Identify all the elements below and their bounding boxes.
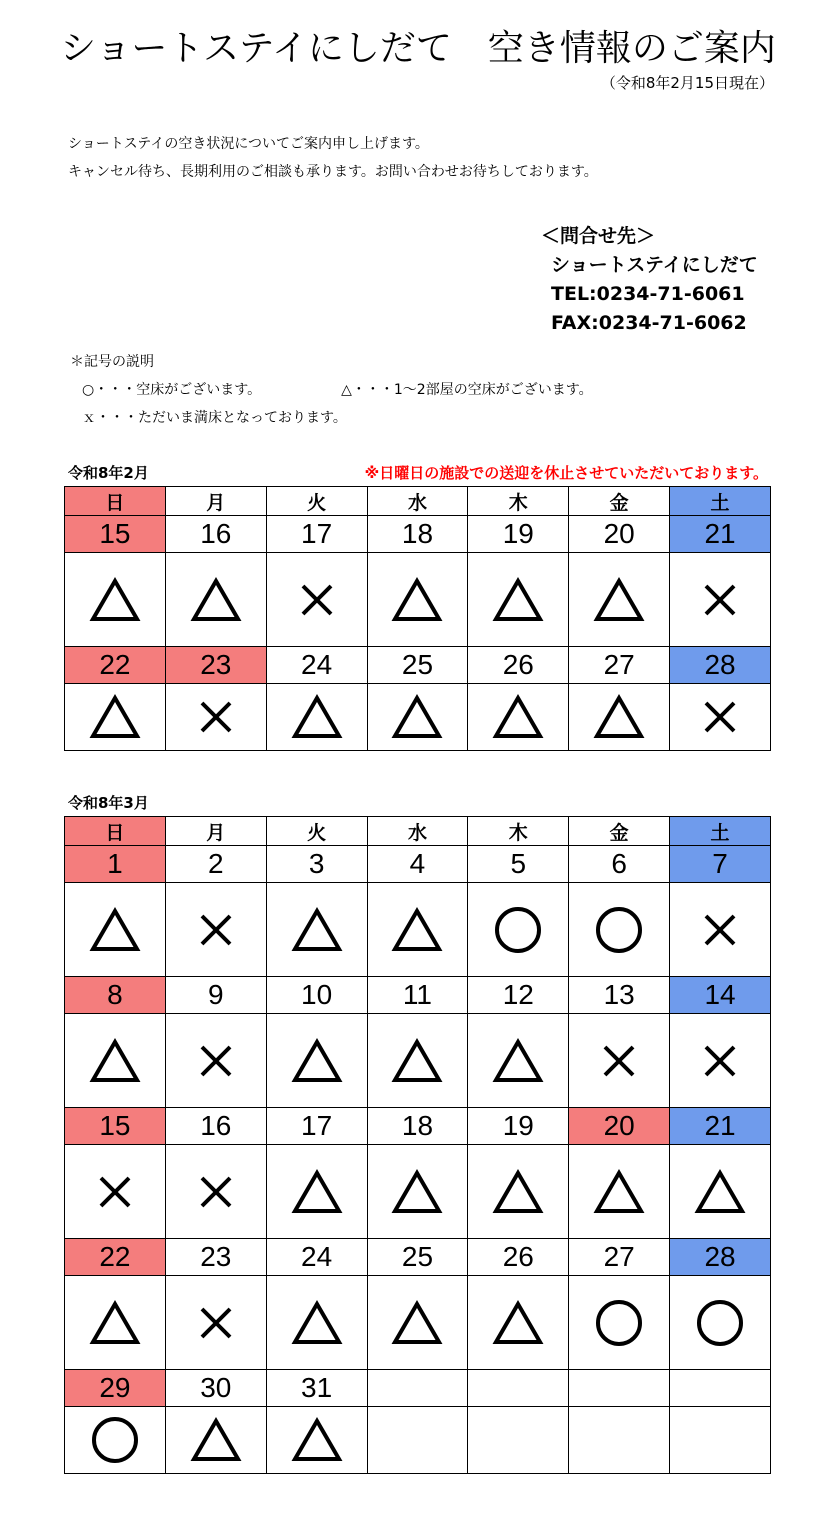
date-cell: 26 bbox=[468, 647, 569, 684]
date-row bbox=[65, 977, 771, 1014]
circle-mark bbox=[493, 905, 543, 955]
availability-row bbox=[65, 684, 771, 751]
weekday-label: 月 bbox=[165, 817, 266, 846]
availability-cell bbox=[65, 1407, 166, 1474]
availability-cell bbox=[266, 684, 367, 751]
date-cell: 3 bbox=[266, 846, 367, 883]
triangle-mark bbox=[391, 694, 443, 740]
date-cell: 6 bbox=[569, 846, 670, 883]
availability-cell bbox=[65, 553, 166, 647]
date-cell: 18 bbox=[367, 516, 468, 553]
availability-row bbox=[65, 1407, 771, 1474]
triangle-mark bbox=[391, 1300, 443, 1346]
date-cell: 15 bbox=[65, 516, 166, 553]
triangle-mark bbox=[291, 907, 343, 953]
date-cell: 30 bbox=[165, 1370, 266, 1407]
availability-cell bbox=[569, 1276, 670, 1370]
availability-cell bbox=[468, 1276, 569, 1370]
weekday-header-row bbox=[65, 817, 771, 846]
triangle-mark bbox=[89, 694, 141, 740]
date-cell: 25 bbox=[367, 647, 468, 684]
contact-tel: TEL:0234-71-6061 bbox=[551, 283, 745, 305]
triangle-mark bbox=[492, 1169, 544, 1215]
date-cell: 27 bbox=[569, 647, 670, 684]
availability-cell bbox=[165, 1407, 266, 1474]
date-cell: 21 bbox=[670, 516, 771, 553]
cross-mark bbox=[97, 1174, 133, 1210]
date-row bbox=[65, 846, 771, 883]
triangle-mark bbox=[492, 1300, 544, 1346]
weekday-label: 金 bbox=[569, 487, 670, 516]
weekday-label: 水 bbox=[367, 487, 468, 516]
date-cell: 1 bbox=[65, 846, 166, 883]
triangle-mark bbox=[391, 1038, 443, 1084]
legend-circle: ○・・・空床がございます。 bbox=[82, 382, 262, 398]
availability-cell bbox=[670, 553, 771, 647]
availability-cell bbox=[569, 1407, 670, 1474]
availability-cell bbox=[468, 1014, 569, 1108]
weekday-label: 日 bbox=[65, 487, 166, 516]
availability-cell bbox=[670, 684, 771, 751]
triangle-mark bbox=[492, 1038, 544, 1084]
calendar-feb bbox=[64, 486, 771, 751]
triangle-mark bbox=[391, 577, 443, 623]
date-cell: 16 bbox=[165, 1108, 266, 1145]
availability-cell bbox=[367, 883, 468, 977]
date-cell: 19 bbox=[468, 1108, 569, 1145]
calendar-title-mar: 令和8年3月 bbox=[68, 794, 149, 812]
intro-text bbox=[68, 130, 598, 186]
weekday-label: 土 bbox=[670, 817, 771, 846]
triangle-mark bbox=[593, 577, 645, 623]
date-cell: 10 bbox=[266, 977, 367, 1014]
availability-cell bbox=[670, 1407, 771, 1474]
date-row bbox=[65, 647, 771, 684]
triangle-mark bbox=[89, 1300, 141, 1346]
date-cell: 23 bbox=[165, 1239, 266, 1276]
availability-row bbox=[65, 553, 771, 647]
weekday-label: 金 bbox=[569, 817, 670, 846]
triangle-mark bbox=[291, 1417, 343, 1463]
date-row bbox=[65, 1239, 771, 1276]
date-cell: 28 bbox=[670, 1239, 771, 1276]
cross-mark bbox=[198, 912, 234, 948]
triangle-mark bbox=[492, 577, 544, 623]
date-cell: 2 bbox=[165, 846, 266, 883]
legend-row-1 bbox=[70, 376, 593, 404]
cross-mark bbox=[702, 582, 738, 618]
cross-mark bbox=[198, 1043, 234, 1079]
legend-row-2 bbox=[70, 404, 593, 432]
as-of-date: （令和8年2月15日現在） bbox=[600, 74, 774, 92]
availability-cell bbox=[367, 1276, 468, 1370]
triangle-mark bbox=[89, 577, 141, 623]
cross-mark bbox=[702, 699, 738, 735]
cross-mark bbox=[198, 1174, 234, 1210]
triangle-mark bbox=[190, 577, 242, 623]
date-row bbox=[65, 1108, 771, 1145]
date-cell: 24 bbox=[266, 647, 367, 684]
weekday-header-row bbox=[65, 487, 771, 516]
weekday-label: 日 bbox=[65, 817, 166, 846]
date-cell: 18 bbox=[367, 1108, 468, 1145]
date-cell: 20 bbox=[569, 1108, 670, 1145]
triangle-mark bbox=[291, 1169, 343, 1215]
circle-mark bbox=[594, 905, 644, 955]
availability-cell bbox=[165, 1014, 266, 1108]
availability-cell bbox=[569, 1145, 670, 1239]
date-row bbox=[65, 1370, 771, 1407]
circle-mark bbox=[90, 1415, 140, 1465]
availability-cell bbox=[266, 1276, 367, 1370]
triangle-mark bbox=[593, 694, 645, 740]
availability-cell bbox=[266, 883, 367, 977]
weekday-label: 月 bbox=[165, 487, 266, 516]
availability-cell bbox=[569, 684, 670, 751]
weekday-label: 火 bbox=[266, 817, 367, 846]
date-cell: 29 bbox=[65, 1370, 166, 1407]
date-cell: 11 bbox=[367, 977, 468, 1014]
availability-cell bbox=[266, 1014, 367, 1108]
triangle-mark bbox=[391, 907, 443, 953]
legend bbox=[70, 348, 593, 432]
availability-cell bbox=[670, 1014, 771, 1108]
availability-cell bbox=[468, 1145, 569, 1239]
availability-cell bbox=[266, 1407, 367, 1474]
page-title: ショートステイにしだて 空き情報のご案内 bbox=[60, 28, 776, 69]
triangle-mark bbox=[694, 1169, 746, 1215]
date-cell: 28 bbox=[670, 647, 771, 684]
date-cell: 9 bbox=[165, 977, 266, 1014]
triangle-mark bbox=[391, 1169, 443, 1215]
availability-row bbox=[65, 1014, 771, 1108]
date-cell: 22 bbox=[65, 1239, 166, 1276]
date-cell: 31 bbox=[266, 1370, 367, 1407]
intro-line-2: キャンセル待ち、長期利用のご相談も承ります。お問い合わせお待ちしております。 bbox=[68, 164, 598, 180]
circle-mark bbox=[594, 1298, 644, 1348]
availability-cell bbox=[65, 1276, 166, 1370]
weekday-label: 木 bbox=[468, 817, 569, 846]
cross-mark bbox=[198, 699, 234, 735]
sunday-notice: ※日曜日の施設での送迎を休止させていただいております。 bbox=[364, 464, 768, 482]
date-cell bbox=[670, 1370, 771, 1407]
availability-cell bbox=[65, 684, 166, 751]
date-cell: 22 bbox=[65, 647, 166, 684]
date-cell: 4 bbox=[367, 846, 468, 883]
triangle-mark bbox=[291, 1038, 343, 1084]
contact-heading: ＜問合せ先＞ bbox=[541, 225, 656, 247]
availability-cell bbox=[468, 883, 569, 977]
triangle-mark bbox=[291, 694, 343, 740]
date-cell: 23 bbox=[165, 647, 266, 684]
circle-mark bbox=[695, 1298, 745, 1348]
weekday-label: 土 bbox=[670, 487, 771, 516]
availability-cell bbox=[367, 1145, 468, 1239]
date-cell: 27 bbox=[569, 1239, 670, 1276]
triangle-mark bbox=[89, 1038, 141, 1084]
date-cell: 16 bbox=[165, 516, 266, 553]
calendar-mar bbox=[64, 816, 771, 1474]
date-row bbox=[65, 516, 771, 553]
availability-cell bbox=[367, 1014, 468, 1108]
date-cell bbox=[569, 1370, 670, 1407]
availability-row bbox=[65, 1145, 771, 1239]
availability-cell bbox=[266, 1145, 367, 1239]
date-cell: 19 bbox=[468, 516, 569, 553]
cross-mark bbox=[198, 1305, 234, 1341]
date-cell: 21 bbox=[670, 1108, 771, 1145]
date-cell: 17 bbox=[266, 516, 367, 553]
availability-cell bbox=[165, 1145, 266, 1239]
availability-cell bbox=[670, 883, 771, 977]
date-cell: 8 bbox=[65, 977, 166, 1014]
availability-cell bbox=[367, 1407, 468, 1474]
triangle-mark bbox=[593, 1169, 645, 1215]
weekday-label: 木 bbox=[468, 487, 569, 516]
legend-triangle: △・・・1～2部屋の空床がございます。 bbox=[341, 382, 593, 398]
cross-mark bbox=[702, 1043, 738, 1079]
availability-cell bbox=[65, 1014, 166, 1108]
availability-cell bbox=[367, 553, 468, 647]
availability-row bbox=[65, 1276, 771, 1370]
availability-cell bbox=[670, 1145, 771, 1239]
availability-cell bbox=[65, 1145, 166, 1239]
availability-cell bbox=[569, 883, 670, 977]
availability-row bbox=[65, 883, 771, 977]
availability-cell bbox=[468, 684, 569, 751]
date-cell: 12 bbox=[468, 977, 569, 1014]
legend-cross: ｘ・・・ただいま満床となっております。 bbox=[82, 410, 347, 426]
availability-cell bbox=[165, 684, 266, 751]
availability-cell bbox=[468, 553, 569, 647]
weekday-label: 水 bbox=[367, 817, 468, 846]
intro-line-1: ショートステイの空き状況についてご案内申し上げます。 bbox=[68, 136, 429, 152]
date-cell: 25 bbox=[367, 1239, 468, 1276]
date-cell bbox=[367, 1370, 468, 1407]
triangle-mark bbox=[89, 907, 141, 953]
date-cell: 13 bbox=[569, 977, 670, 1014]
triangle-mark bbox=[190, 1417, 242, 1463]
date-cell bbox=[468, 1370, 569, 1407]
contact-name: ショートステイにしだて bbox=[551, 254, 758, 276]
contact-block bbox=[541, 222, 758, 338]
availability-cell bbox=[468, 1407, 569, 1474]
date-cell: 17 bbox=[266, 1108, 367, 1145]
calendar-title-feb: 令和8年2月 bbox=[68, 464, 149, 482]
availability-cell bbox=[165, 883, 266, 977]
triangle-mark bbox=[291, 1300, 343, 1346]
availability-cell bbox=[165, 553, 266, 647]
availability-cell bbox=[569, 553, 670, 647]
cross-mark bbox=[702, 912, 738, 948]
triangle-mark bbox=[492, 694, 544, 740]
date-cell: 15 bbox=[65, 1108, 166, 1145]
date-cell: 14 bbox=[670, 977, 771, 1014]
contact-fax: FAX:0234-71-6062 bbox=[551, 312, 747, 334]
weekday-label: 火 bbox=[266, 487, 367, 516]
availability-cell bbox=[266, 553, 367, 647]
cross-mark bbox=[299, 582, 335, 618]
availability-cell bbox=[670, 1276, 771, 1370]
availability-cell bbox=[165, 1276, 266, 1370]
cross-mark bbox=[601, 1043, 637, 1079]
availability-cell bbox=[569, 1014, 670, 1108]
availability-cell bbox=[65, 883, 166, 977]
date-cell: 24 bbox=[266, 1239, 367, 1276]
date-cell: 26 bbox=[468, 1239, 569, 1276]
date-cell: 20 bbox=[569, 516, 670, 553]
date-cell: 7 bbox=[670, 846, 771, 883]
legend-heading: ＊記号の説明 bbox=[70, 354, 154, 370]
availability-cell bbox=[367, 684, 468, 751]
date-cell: 5 bbox=[468, 846, 569, 883]
